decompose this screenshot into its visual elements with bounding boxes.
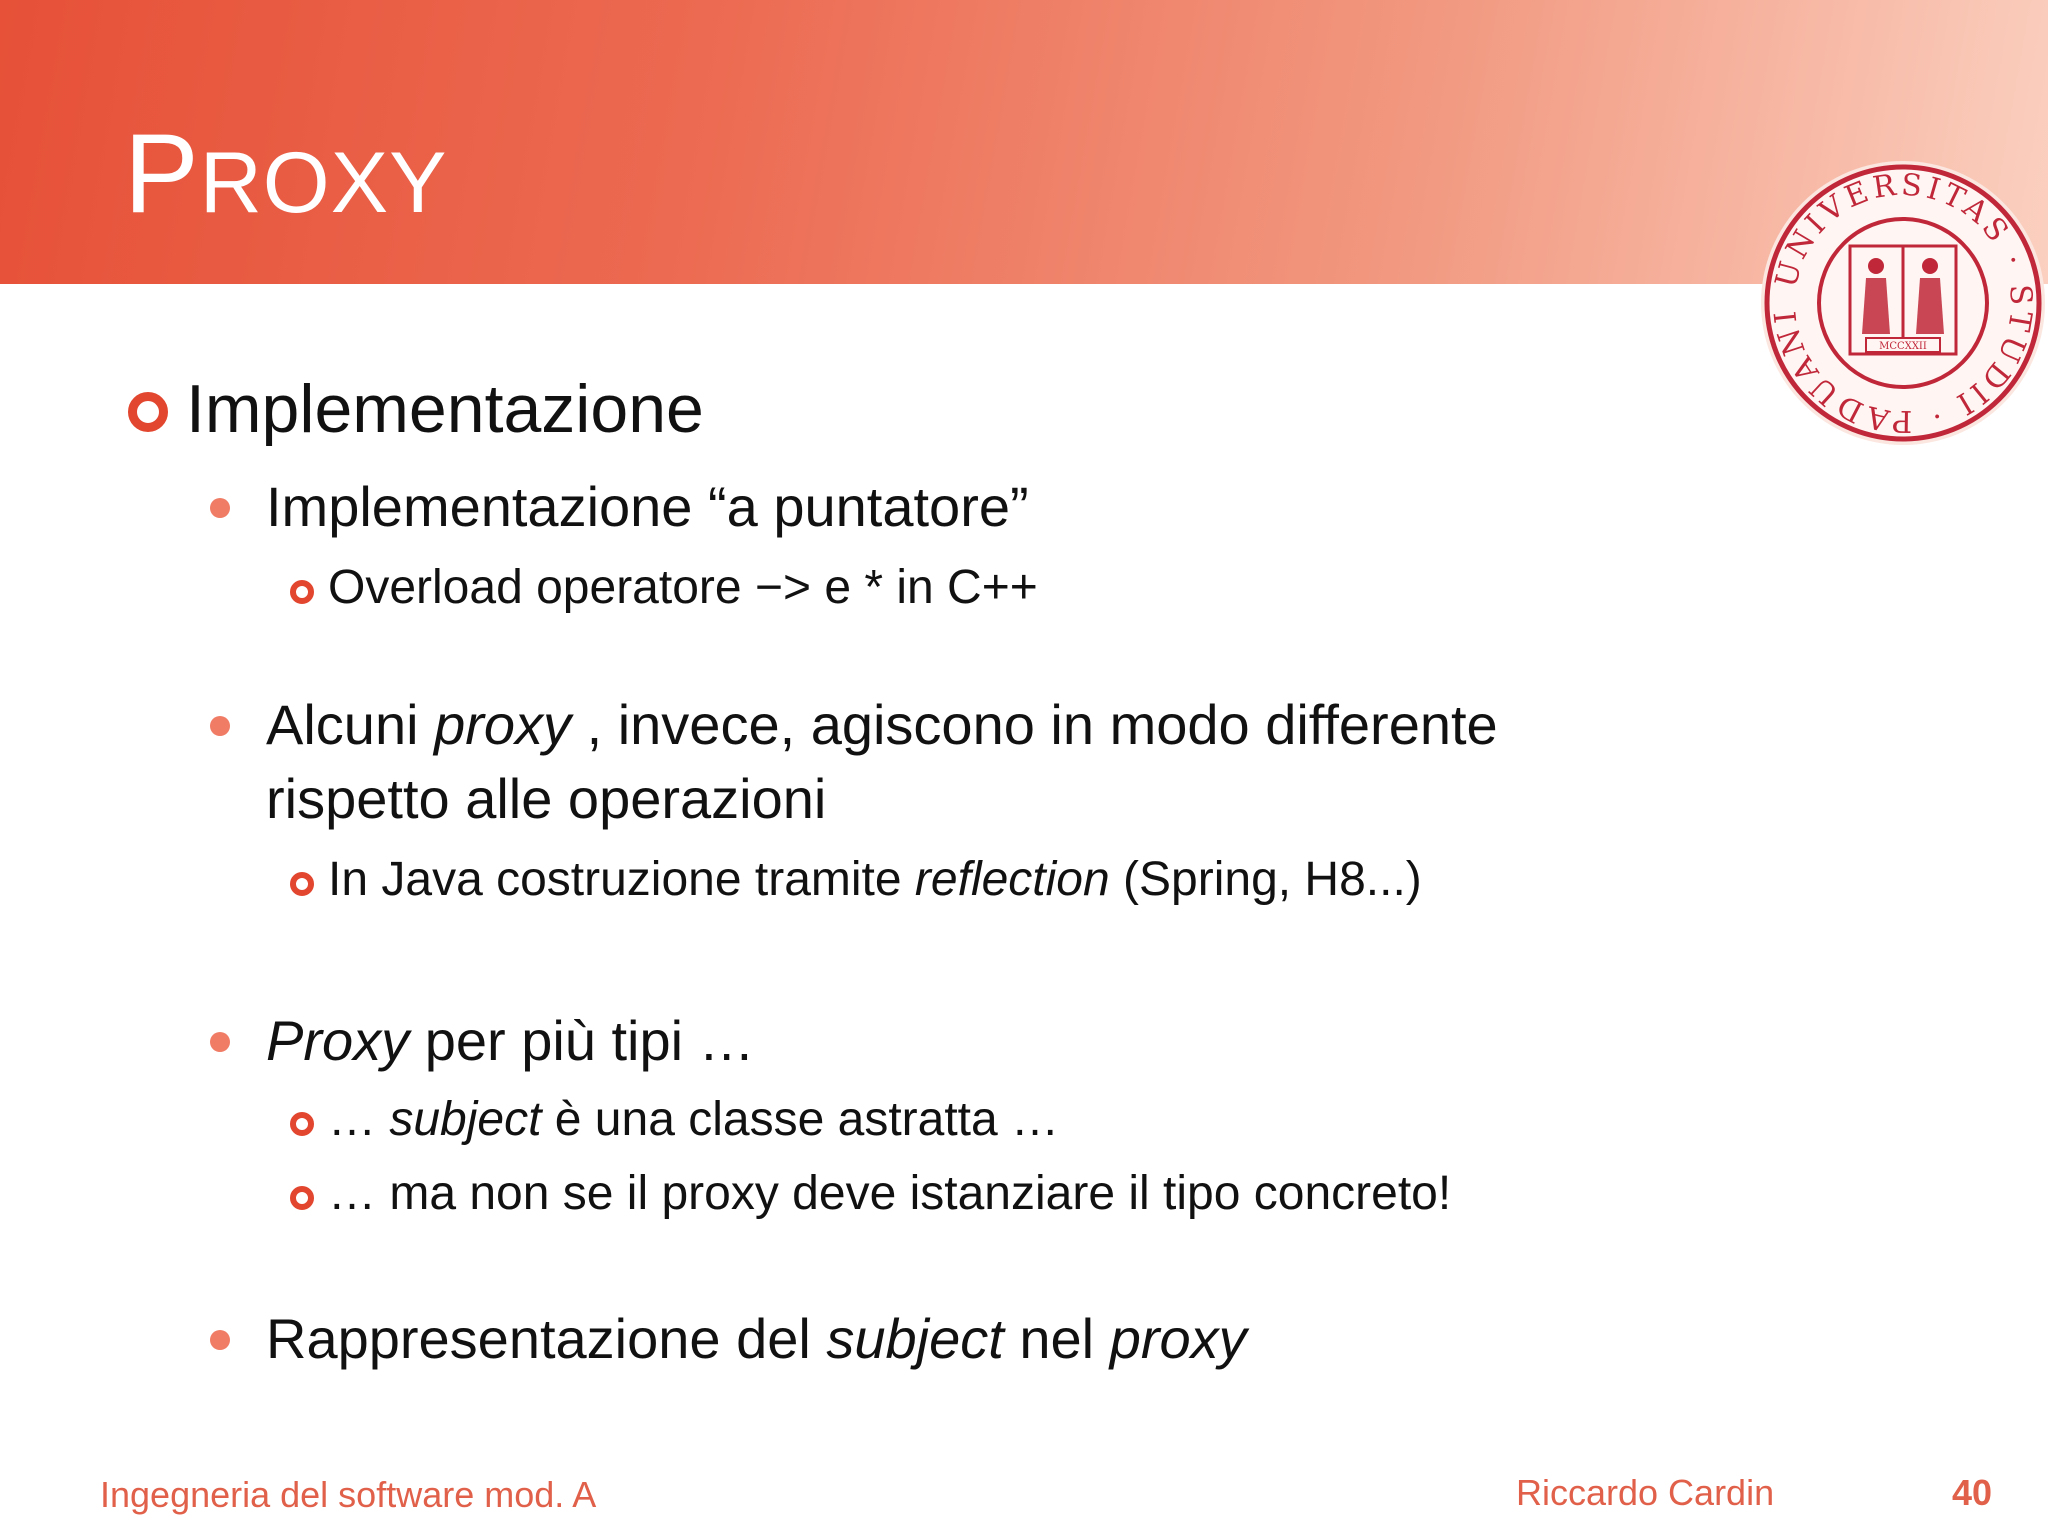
bullet-icon — [210, 716, 230, 736]
sub-bullet-tipo-concreto: … ma non se il proxy deve istanziare il tipo concreto! — [328, 1167, 1452, 1220]
bullet-icon — [210, 1032, 230, 1052]
bullet-icon — [210, 498, 230, 518]
sub-bullet-overload: Overload operatore −> e * in C++ — [328, 561, 1038, 614]
footer-course: Ingegneria del software mod. A — [100, 1474, 597, 1515]
slide-title — [124, 111, 448, 236]
footer-author: Riccardo Cardin — [1516, 1472, 1775, 1513]
bullet-rappresentazione: Rappresentazione del subject nel proxy — [266, 1307, 1247, 1370]
sub-bullet-icon — [290, 580, 314, 604]
heading-implementazione: Implementazione — [186, 371, 704, 447]
title-initial: P — [124, 111, 200, 236]
sub-bullet-icon — [290, 1186, 314, 1210]
sub-bullet-icon — [290, 1112, 314, 1136]
heading-bullet-icon — [128, 392, 168, 432]
bullet-proxy-piu-tipi: Proxy per più tipi … — [266, 1009, 755, 1072]
bullet-a-puntatore: Implementazione “a puntatore” — [266, 475, 1029, 538]
sub-bullet-icon — [290, 872, 314, 896]
sub-bullet-subject-astratta: … subject è una classe astratta … — [328, 1093, 1060, 1146]
bullet-alcuni-proxy: Alcuni proxy , invece, agiscono in modo differente — [266, 693, 1498, 756]
university-seal-logo — [1758, 158, 2048, 448]
bullet-icon — [210, 1330, 230, 1350]
bullet-alcuni-proxy-line2: rispetto alle operazioni — [266, 767, 827, 830]
page-number: 40 — [1952, 1472, 1993, 1513]
svg-text:UNIVERSITAS · STUDII · PADUANI: UNIVERSITAS · STUDII · PADUANI — [1767, 167, 2039, 439]
svg-text:MCCXXII: MCCXXII — [1879, 341, 1927, 352]
title-rest: ROXY — [199, 135, 448, 231]
sub-bullet-reflection: In Java costruzione tramite reflection (Spring, H8...) — [328, 853, 1422, 906]
